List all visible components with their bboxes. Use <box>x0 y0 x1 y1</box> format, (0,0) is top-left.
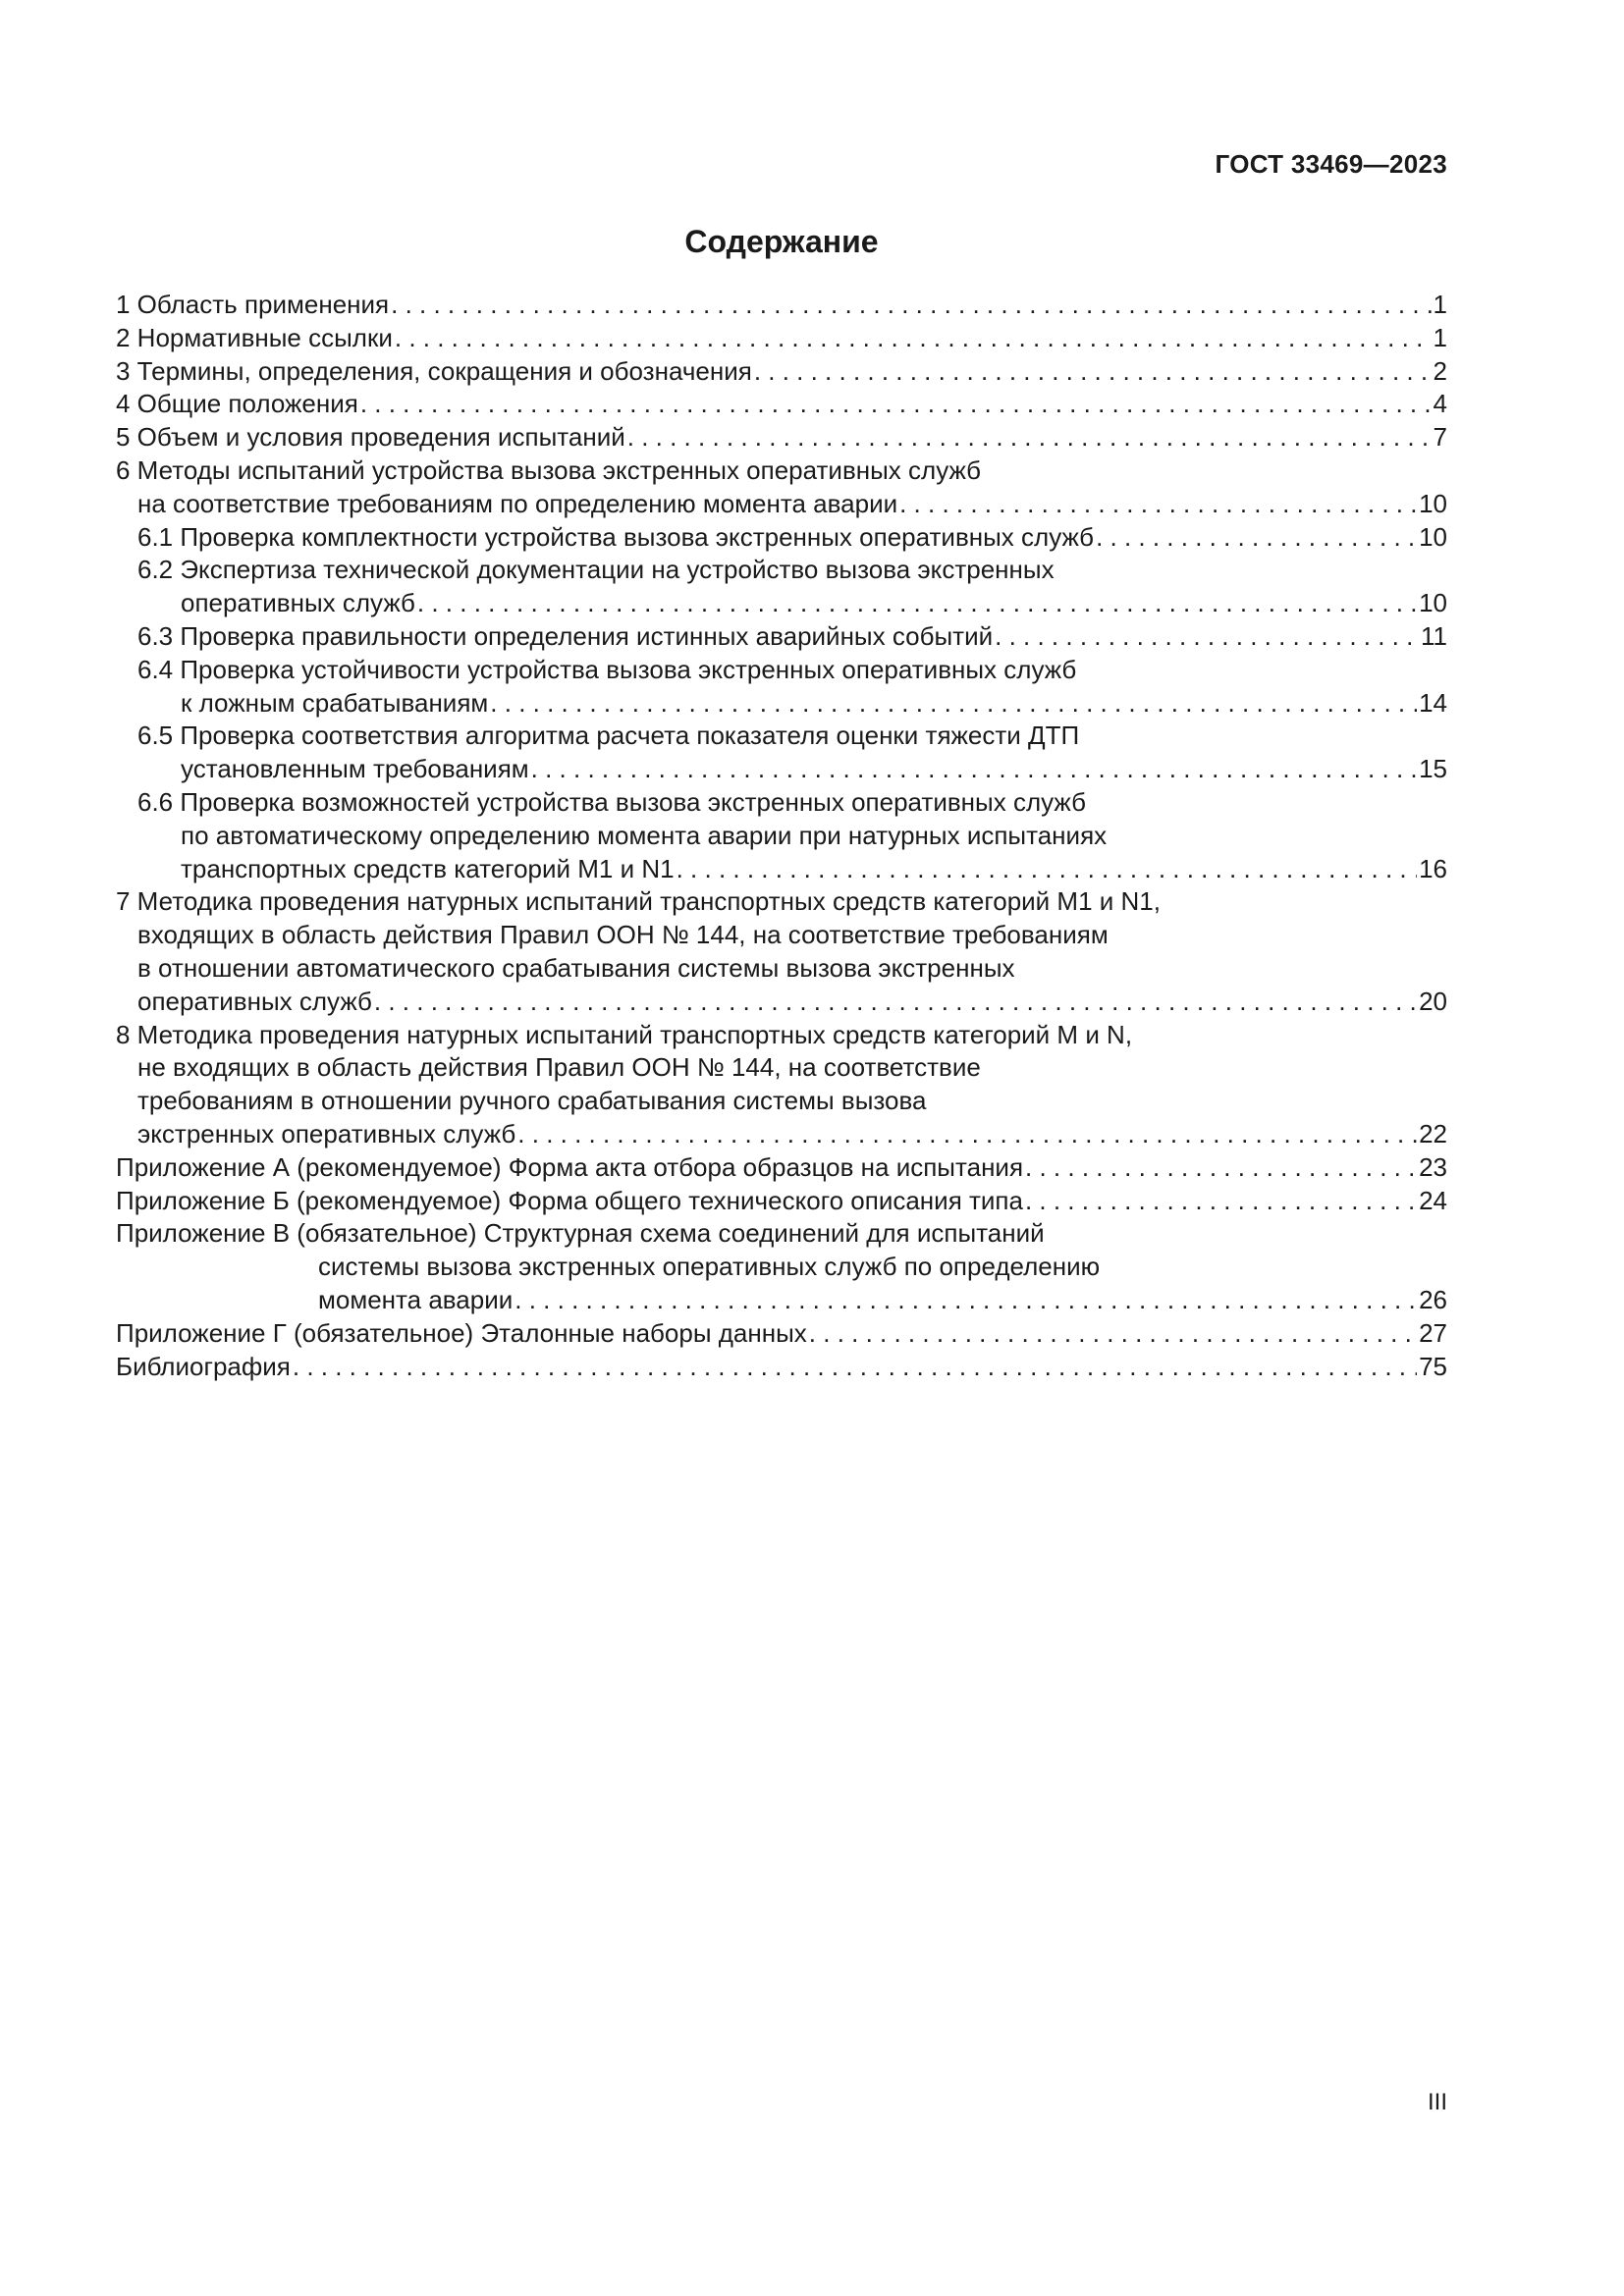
toc-entry-text: 5 Объем и условия проведения испытаний <box>116 422 625 453</box>
toc-line <box>116 1019 1447 1052</box>
toc-page-number: 4 <box>1433 389 1447 419</box>
toc-entry-text: 2 Нормативные ссылки <box>116 322 393 352</box>
toc-line <box>116 421 1447 454</box>
toc-page-number: 10 <box>1419 588 1447 618</box>
toc-entry-text: Приложение Г (обязательное) Эталонные наборы данных <box>116 1317 807 1348</box>
toc-line <box>116 488 1447 521</box>
toc-page-number: 1 <box>1433 290 1447 319</box>
toc-leader-dots <box>374 986 1417 1019</box>
toc-line <box>116 720 1447 753</box>
toc-page-number: 11 <box>1421 620 1447 651</box>
toc-entry-text: 3 Термины, определения, сокращения и обозначения <box>116 355 752 386</box>
toc-line <box>116 820 1447 853</box>
toc-line <box>116 654 1447 687</box>
toc-entry[interactable] <box>116 289 1447 322</box>
toc-line <box>116 388 1447 421</box>
toc-entry[interactable] <box>116 355 1447 389</box>
toc-entry-text: 8 Методика проведения натурных испытаний транспортных средств категорий M и N, <box>116 1019 1133 1049</box>
toc-page-number: 10 <box>1419 488 1447 518</box>
toc-page-number: 27 <box>1419 1317 1447 1348</box>
toc-leader-dots <box>391 289 1431 322</box>
toc-entry-text: Библиография <box>116 1351 291 1381</box>
toc-page-number: 14 <box>1419 687 1447 718</box>
toc-page-number: 10 <box>1419 521 1447 552</box>
toc-entry-text: Приложение Б (рекомендуемое) Форма общего технического описания типа <box>116 1185 1023 1215</box>
toc-line <box>116 1317 1447 1351</box>
toc-line <box>116 587 1447 620</box>
toc-line <box>116 986 1447 1019</box>
toc-entry-text: 6.6 Проверка возможностей устройства вызова экстренных оперативных служб <box>137 786 1086 817</box>
toc-line <box>116 1251 1447 1284</box>
toc-entry-text: требованиям в отношении ручного срабатывания системы вызова <box>137 1086 927 1116</box>
toc-entry[interactable] <box>116 521 1447 555</box>
toc-leader-dots <box>677 853 1417 886</box>
toc-page-number: 26 <box>1419 1284 1447 1314</box>
toc-line <box>116 454 1447 488</box>
toc-leader-dots <box>1096 521 1417 555</box>
toc-entry[interactable] <box>116 421 1447 454</box>
toc-page-number: 1 <box>1433 322 1447 352</box>
toc-line <box>116 289 1447 322</box>
toc-page-number: 22 <box>1419 1118 1447 1148</box>
toc-page-number: 75 <box>1419 1351 1447 1381</box>
toc-leader-dots <box>531 753 1417 786</box>
toc-page-number: 24 <box>1419 1185 1447 1215</box>
toc-entry-text: системы вызова экстренных оперативных служб по определению <box>318 1252 1101 1282</box>
toc-leader-dots <box>417 587 1417 620</box>
toc-line <box>116 1118 1447 1151</box>
toc-entry[interactable] <box>116 554 1447 620</box>
document-code: ГОСТ 33469—2023 <box>1215 149 1447 179</box>
toc-line <box>116 322 1447 355</box>
toc-entry[interactable] <box>116 786 1447 885</box>
toc-leader-dots <box>1025 1185 1417 1218</box>
toc-line <box>116 753 1447 786</box>
toc-entry[interactable] <box>116 388 1447 421</box>
toc-entry-text: 7 Методика проведения натурных испытаний транспортных средств категорий M1 и N1, <box>116 886 1161 917</box>
toc-line <box>116 554 1447 587</box>
toc-entry-text: 6.2 Экспертиза технической документации на устройство вызова экстренных <box>137 555 1055 585</box>
table-of-contents <box>116 289 1447 1383</box>
toc-entry-text: Приложение В (обязательное) Структурная схема соединений для испытаний <box>116 1218 1045 1249</box>
toc-entry-text: экстренных оперативных служб <box>137 1118 516 1148</box>
toc-entry[interactable] <box>116 720 1447 786</box>
toc-page-number: 15 <box>1419 754 1447 784</box>
toc-entry-text: по автоматическому определению момента аварии при натурных испытаниях <box>181 820 1108 850</box>
toc-leader-dots <box>754 355 1432 389</box>
toc-line <box>116 620 1447 654</box>
toc-line <box>116 885 1447 919</box>
toc-page-number: 23 <box>1419 1151 1447 1182</box>
toc-entry-text: 6 Методы испытаний устройства вызова экстренных оперативных служб <box>116 454 982 485</box>
toc-entry[interactable] <box>116 454 1447 521</box>
page-number: III <box>1427 2089 1447 2115</box>
toc-entry-text: Приложение А (рекомендуемое) Форма акта отбора образцов на испытания <box>116 1151 1024 1182</box>
toc-entry-text: момента аварии <box>318 1284 514 1314</box>
toc-line <box>116 786 1447 820</box>
toc-line <box>116 1284 1447 1317</box>
toc-leader-dots <box>360 388 1432 421</box>
toc-entry-text: оперативных служб <box>137 986 372 1016</box>
toc-line <box>116 1351 1447 1384</box>
toc-line <box>116 1051 1447 1085</box>
toc-entry[interactable] <box>116 1317 1447 1351</box>
toc-entry-text: оперативных служб <box>181 588 415 618</box>
toc-leader-dots <box>490 687 1417 721</box>
toc-leader-dots <box>517 1118 1417 1151</box>
toc-leader-dots <box>995 620 1419 654</box>
toc-leader-dots <box>293 1351 1417 1384</box>
toc-page-number: 20 <box>1419 986 1447 1016</box>
toc-line <box>116 1217 1447 1251</box>
toc-entry-text: не входящих в область действия Правил ООН № 144, на соответствие <box>137 1052 981 1083</box>
toc-line <box>116 853 1447 886</box>
toc-entry-text: 4 Общие положения <box>116 389 358 419</box>
toc-line <box>116 355 1447 389</box>
toc-leader-dots <box>627 421 1432 454</box>
toc-entry-text: 1 Область применения <box>116 290 390 319</box>
toc-entry[interactable] <box>116 1019 1447 1151</box>
toc-entry-text: 6.4 Проверка устойчивости устройства вызова экстренных оперативных служб <box>137 654 1077 684</box>
toc-leader-dots <box>1025 1151 1417 1185</box>
toc-entry-text: 6.5 Проверка соответствия алгоритма расчета показателя оценки тяжести ДТП <box>137 721 1080 751</box>
toc-line <box>116 521 1447 555</box>
page-title: Содержание <box>684 224 879 259</box>
toc-entry[interactable] <box>116 885 1447 1018</box>
toc-entry-text: установленным требованиям <box>181 754 529 784</box>
toc-line <box>116 687 1447 721</box>
toc-line <box>116 952 1447 986</box>
toc-entry-text: 6.1 Проверка комплектности устройства вызова экстренных оперативных служб <box>137 521 1095 552</box>
toc-entry[interactable] <box>116 1217 1447 1316</box>
toc-entry-text: входящих в область действия Правил ООН № 144, на соответствие требованиям <box>137 920 1109 950</box>
toc-page-number: 7 <box>1433 422 1447 453</box>
toc-leader-dots <box>395 322 1432 355</box>
toc-entry[interactable] <box>116 322 1447 355</box>
toc-line <box>116 1185 1447 1218</box>
toc-entry-text: к ложным срабатываниям <box>181 687 489 718</box>
toc-entry[interactable] <box>116 620 1447 654</box>
toc-page-number: 2 <box>1433 355 1447 386</box>
toc-leader-dots <box>514 1284 1417 1317</box>
toc-line <box>116 919 1447 952</box>
toc-page-number: 16 <box>1419 853 1447 883</box>
toc-entry[interactable] <box>116 1351 1447 1384</box>
toc-entry-text: транспортных средств категорий M1 и N1 <box>181 853 675 883</box>
toc-leader-dots <box>809 1317 1417 1351</box>
toc-line <box>116 1085 1447 1118</box>
toc-entry-text: на соответствие требованиям по определению момента аварии <box>137 488 898 518</box>
toc-line <box>116 1151 1447 1185</box>
toc-entry[interactable] <box>116 1185 1447 1218</box>
toc-leader-dots <box>899 488 1417 521</box>
toc-entry-text: в отношении автоматического срабатывания системы вызова экстренных <box>137 952 1015 983</box>
toc-entry-text: 6.3 Проверка правильности определения истинных аварийных событий <box>137 620 994 651</box>
toc-entry[interactable] <box>116 654 1447 721</box>
toc-entry[interactable] <box>116 1151 1447 1185</box>
